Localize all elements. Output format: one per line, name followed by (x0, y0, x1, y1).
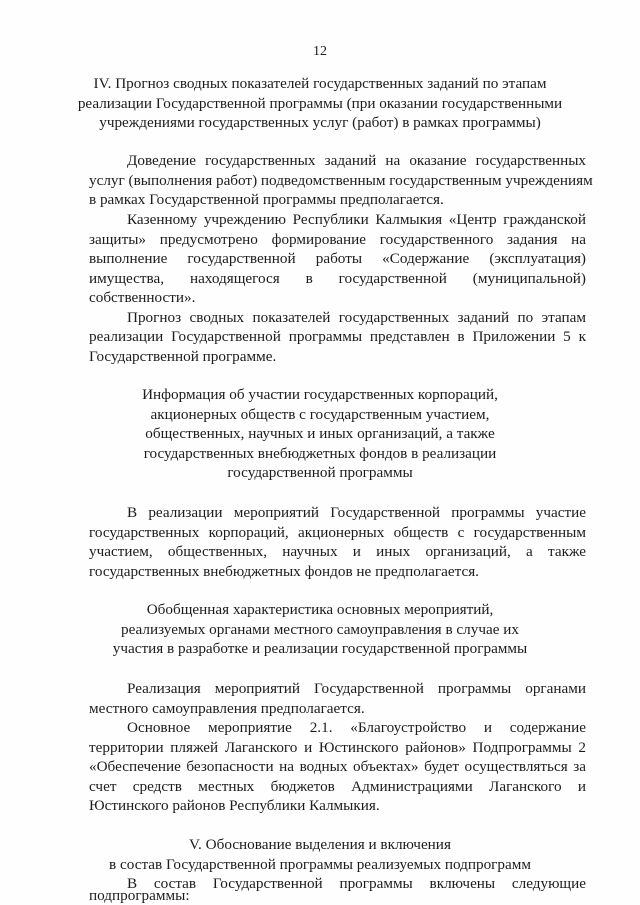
section-5-p1-line-2: подпрограммы: (89, 887, 190, 904)
local-gov-p1-line-1: Реализация мероприятий Государственной программы органами (127, 680, 586, 697)
local-gov-title-line-2: реализуемых органами местного самоуправления в случае их (121, 621, 519, 638)
local-gov-title-line-3: участия в разработке и реализации государственной программы (112, 640, 528, 657)
local-gov-p2-line-2: территории пляжей Лаганского и Юстинского районов» Подпрограммы 2 (89, 739, 586, 756)
corporations-title-line-3: общественных, научных и иных организаций, а также (145, 425, 495, 442)
section-4-p1-line-3: в рамках Государственной программы предполагается. (89, 191, 444, 208)
page-number: 12 (313, 44, 327, 59)
local-gov-p1-line-2: местного самоуправления предполагается. (89, 700, 365, 717)
corporations-title-line-1: Информация об участии государственных корпораций, (142, 386, 498, 403)
corporations-title-line-2: акционерных обществ с государственным участием, (150, 406, 490, 423)
section-4-p1-line-1: Доведение государственных заданий на оказание государственных (127, 152, 586, 169)
section-4-title-line-3: учреждениями государственных услуг (работ) в рамках программы) (99, 114, 541, 131)
section-5-title-line-1: V. Обоснование выделения и включения (189, 836, 451, 853)
local-gov-p2-line-5: Юстинского районов Республики Калмыкия. (89, 797, 380, 814)
section-4-p1-line-2: услуг (выполнения работ) подведомственным государственным учреждениям (89, 172, 593, 189)
local-gov-title-line-1: Обобщенная характеристика основных мероприятий, (146, 601, 494, 618)
corporations-p1-line-3: участием, общественных, научных и иных организаций, а также (89, 543, 586, 560)
section-4-p2-line-3: выполнение государственной работы «Содержание (эксплуатация) (89, 250, 586, 267)
section-4-p2-line-1: Казенному учреждению Республики Калмыкия «Центр гражданской (127, 211, 586, 228)
section-5-title-line-2: в состав Государственной программы реализуемых подпрограмм (109, 856, 531, 873)
corporations-p1-line-4: государственных внебюджетных фондов не предполагается. (89, 563, 479, 580)
local-gov-p2-line-4: счет средств местных бюджетов Администрациями Лаганского и (89, 778, 586, 795)
section-4-p2-line-4: имущества, находящегося в государственной (муниципальной) (89, 270, 586, 287)
section-4-title-line-1: IV. Прогноз сводных показателей государственных заданий по этапам (93, 75, 547, 92)
section-4-p3-line-1: Прогноз сводных показателей государственных заданий по этапам (127, 309, 586, 326)
local-gov-p2-line-3: «Обеспечение безопасности на водных объектах» будет осуществляться за (89, 758, 586, 775)
corporations-title-line-5: государственной программы (227, 464, 413, 481)
section-4-p2-line-2: защиты» предусмотрено формирование государственного задания на (89, 231, 586, 248)
corporations-p1-line-1: В реализации мероприятий Государственной программы участие (127, 504, 586, 521)
section-4-p3-line-3: Государственной программе. (89, 348, 277, 365)
section-4-p3-line-2: реализации Государственной программы представлен в Приложении 5 к (89, 328, 586, 345)
section-5-p1-line-1: В состав Государственной программы включены следующие (127, 875, 586, 892)
corporations-p1-line-2: государственных корпораций, акционерных обществ с государственным (89, 524, 586, 541)
corporations-title-line-4: государственных внебюджетных фондов в реализации (143, 445, 497, 462)
section-4-p2-line-5: собственности». (89, 289, 196, 306)
section-4-title-line-2: реализации Государственной программы (при оказании государственными (77, 95, 563, 112)
local-gov-p2-line-1: Основное мероприятие 2.1. «Благоустройство и содержание (127, 719, 586, 736)
